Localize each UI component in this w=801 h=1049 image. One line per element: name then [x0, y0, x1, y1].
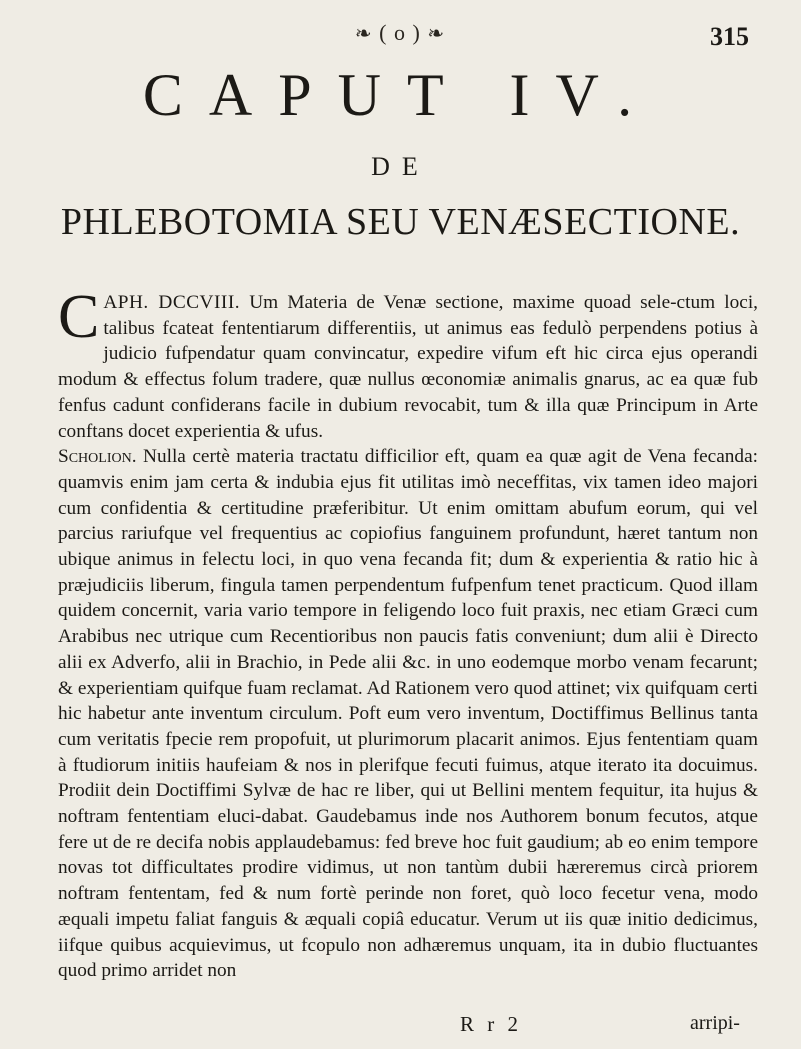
main-text	[58, 283, 758, 984]
drop-capital: C	[58, 283, 100, 351]
scholion-label: Scholion.	[58, 446, 137, 468]
chapter-preposition: DE	[371, 152, 430, 181]
aphorism-text: Um Materia de Venæ sectione, maxime quoad sele-ctum loci, talibus fcateat fententiarum differentiis, ut animus eas fedulò perpendens potius à judicio fufpendatur quam convincatur, expedire vifum eft hic circa ejus operandi modum & effectus folum tradere, quæ nullus œconomiæ animalis gnarus, ac ea quæ fub fenfus cadunt confiderans facile in dubium revocabit, tum & illa quæ Principum in Arte conftans docet experientia & ufus.	[58, 292, 758, 442]
fleuron-right-icon: ❧	[427, 23, 446, 45]
signature-mark: R r 2	[460, 1012, 522, 1036]
page-header	[0, 18, 801, 52]
scholion-text: Nulla certè materia tractatu difficilior eft, quam ea quæ agit de Vena fecanda: quamvis enim jam certa & indubia ejus fit utilitas imò neceffitas, vix tamen ideo majori cum confidentia & certitudine præferibitur. Ut enim omittam abufum eorum, qui vel parcius rariufque vel frequentius ac copiofius fanguinem profundunt, hæret tantum non ubique animus in felectu loci, in quo vena fecanda fit; dum & experientia & ratio hic à præjudiciis liberum, fingula tamen perpendentum fufpenfum tenet practicum. Quod illam quidem concernit, varia vario tempore in feligendo loco fuit praxis, nec etiam Græci cum Arabibus nec utrique cum Recentioribus non paucis fatis conveniunt; dum alii è Directo alii ex Adverfo, alii in Brachio, in Pede alii &c. in uno eodemque morbo venam fecarunt; & experientiam quifque fuam reclamat. Ad Rationem vero quod attinet; vix quifquam certi hic habetur ante inventum circulum. Poft eum vero inventum, Doctiffimus Bellinus tanta cum veritatis fpecie rem propofuit, ut plurimorum placarit animos. Ejus fententiam quam à ftudiorum initiis haufeiam & nos in plerifque fecuti fuimus, atque iterato ita docuimus. Prodiit dein Doctiffimi Sylvæ de hac re liber, qui ut Bellini mentem fequitur, ita hujus & noftram fententiam eluci-dabat. Gaudebamus inde nos Authorem bonum fecutos, atque fere ut de re decifa nobis applaudebamus: fed breve hoc fuit gaudium; ab eo enim tempore novas tot difficultates prodire vidimus, ut non tantùm dubii hæreremus circà priorem noftram fententam, fed & num fortè perinde non foret, quò loco fecetur vena, modo æquali impetu faliat fanguis & æquali copiâ educatur. Verum ut iis quæ initio dedicimus, iifque quibus acquievimus, ut fcopulo non adhæremus unquam, ita in dubio fluctuantes quod primo arridet non	[58, 446, 758, 982]
ornament-center: ( o )	[379, 20, 421, 45]
head-ornament	[275, 20, 525, 46]
fleuron-left-icon: ❧	[354, 23, 373, 45]
page-number: 315	[710, 22, 749, 51]
aphorism-paragraph	[58, 283, 758, 444]
catchword: arripi-	[690, 1012, 740, 1034]
chapter-title: PHLEBOTOMIA SEU VENÆSECTIONE.	[60, 201, 741, 243]
scholion-paragraph	[58, 444, 758, 984]
aphorism-label: APH. DCCVIII.	[103, 292, 241, 313]
chapter-heading: CAPUT IV.	[142, 62, 659, 128]
